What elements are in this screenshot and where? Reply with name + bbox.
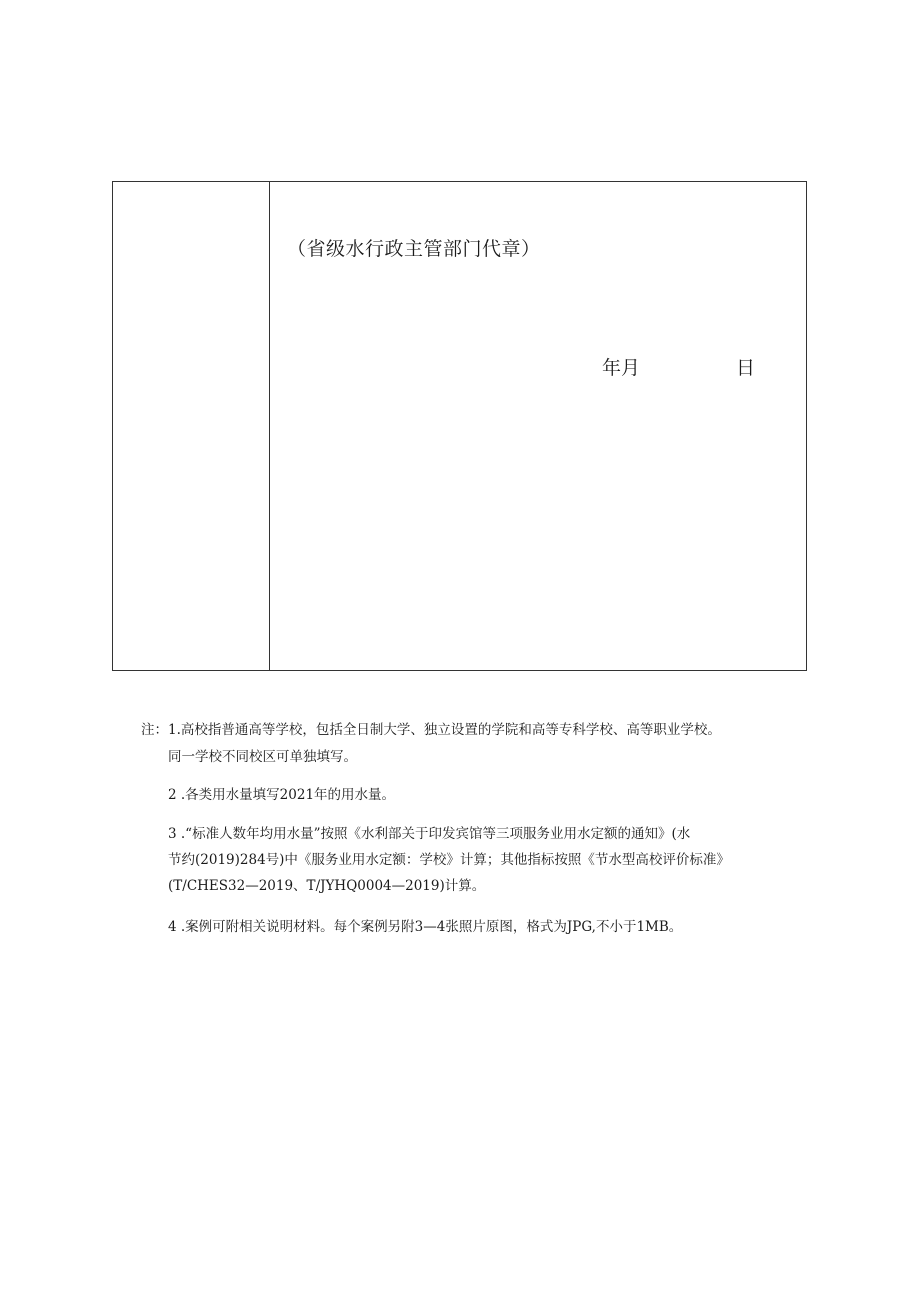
approval-table	[112, 181, 807, 671]
note-3-line-3: (T/CHES32—2019、T/JYHQ0004—2019)计算。	[168, 878, 486, 894]
table-label-cell	[113, 182, 270, 670]
note-4: 4 .案例可附相关说明材料。每个案例另附3—4张照片原图，格式为JPG,不小于1MB。	[168, 919, 683, 935]
date-day: 日	[736, 357, 756, 379]
note-3-line-1: 3 .“标准人数年均用水量”按照《水利部关于印发宾馆等三项服务业用水定额的通知》(水	[168, 826, 691, 842]
note-2: 2 .各类用水量填写2021年的用水量。	[168, 787, 396, 803]
note-1-line-2: 同一学校不同校区可单独填写。	[168, 749, 357, 765]
note-1-line-1: 注：1.高校指普通高等学校，包括全日制大学、独立设置的学院和高等专科学校、高等职业学校。	[141, 722, 721, 738]
note-3-line-2: 节约(2019)284号)中《服务业用水定额：学校》计算；其他指标按照《节水型高校评价标准》	[168, 852, 730, 868]
seal-text: （省级水行政主管部门代章）	[287, 238, 541, 260]
date-year-month: 年月	[602, 357, 641, 379]
